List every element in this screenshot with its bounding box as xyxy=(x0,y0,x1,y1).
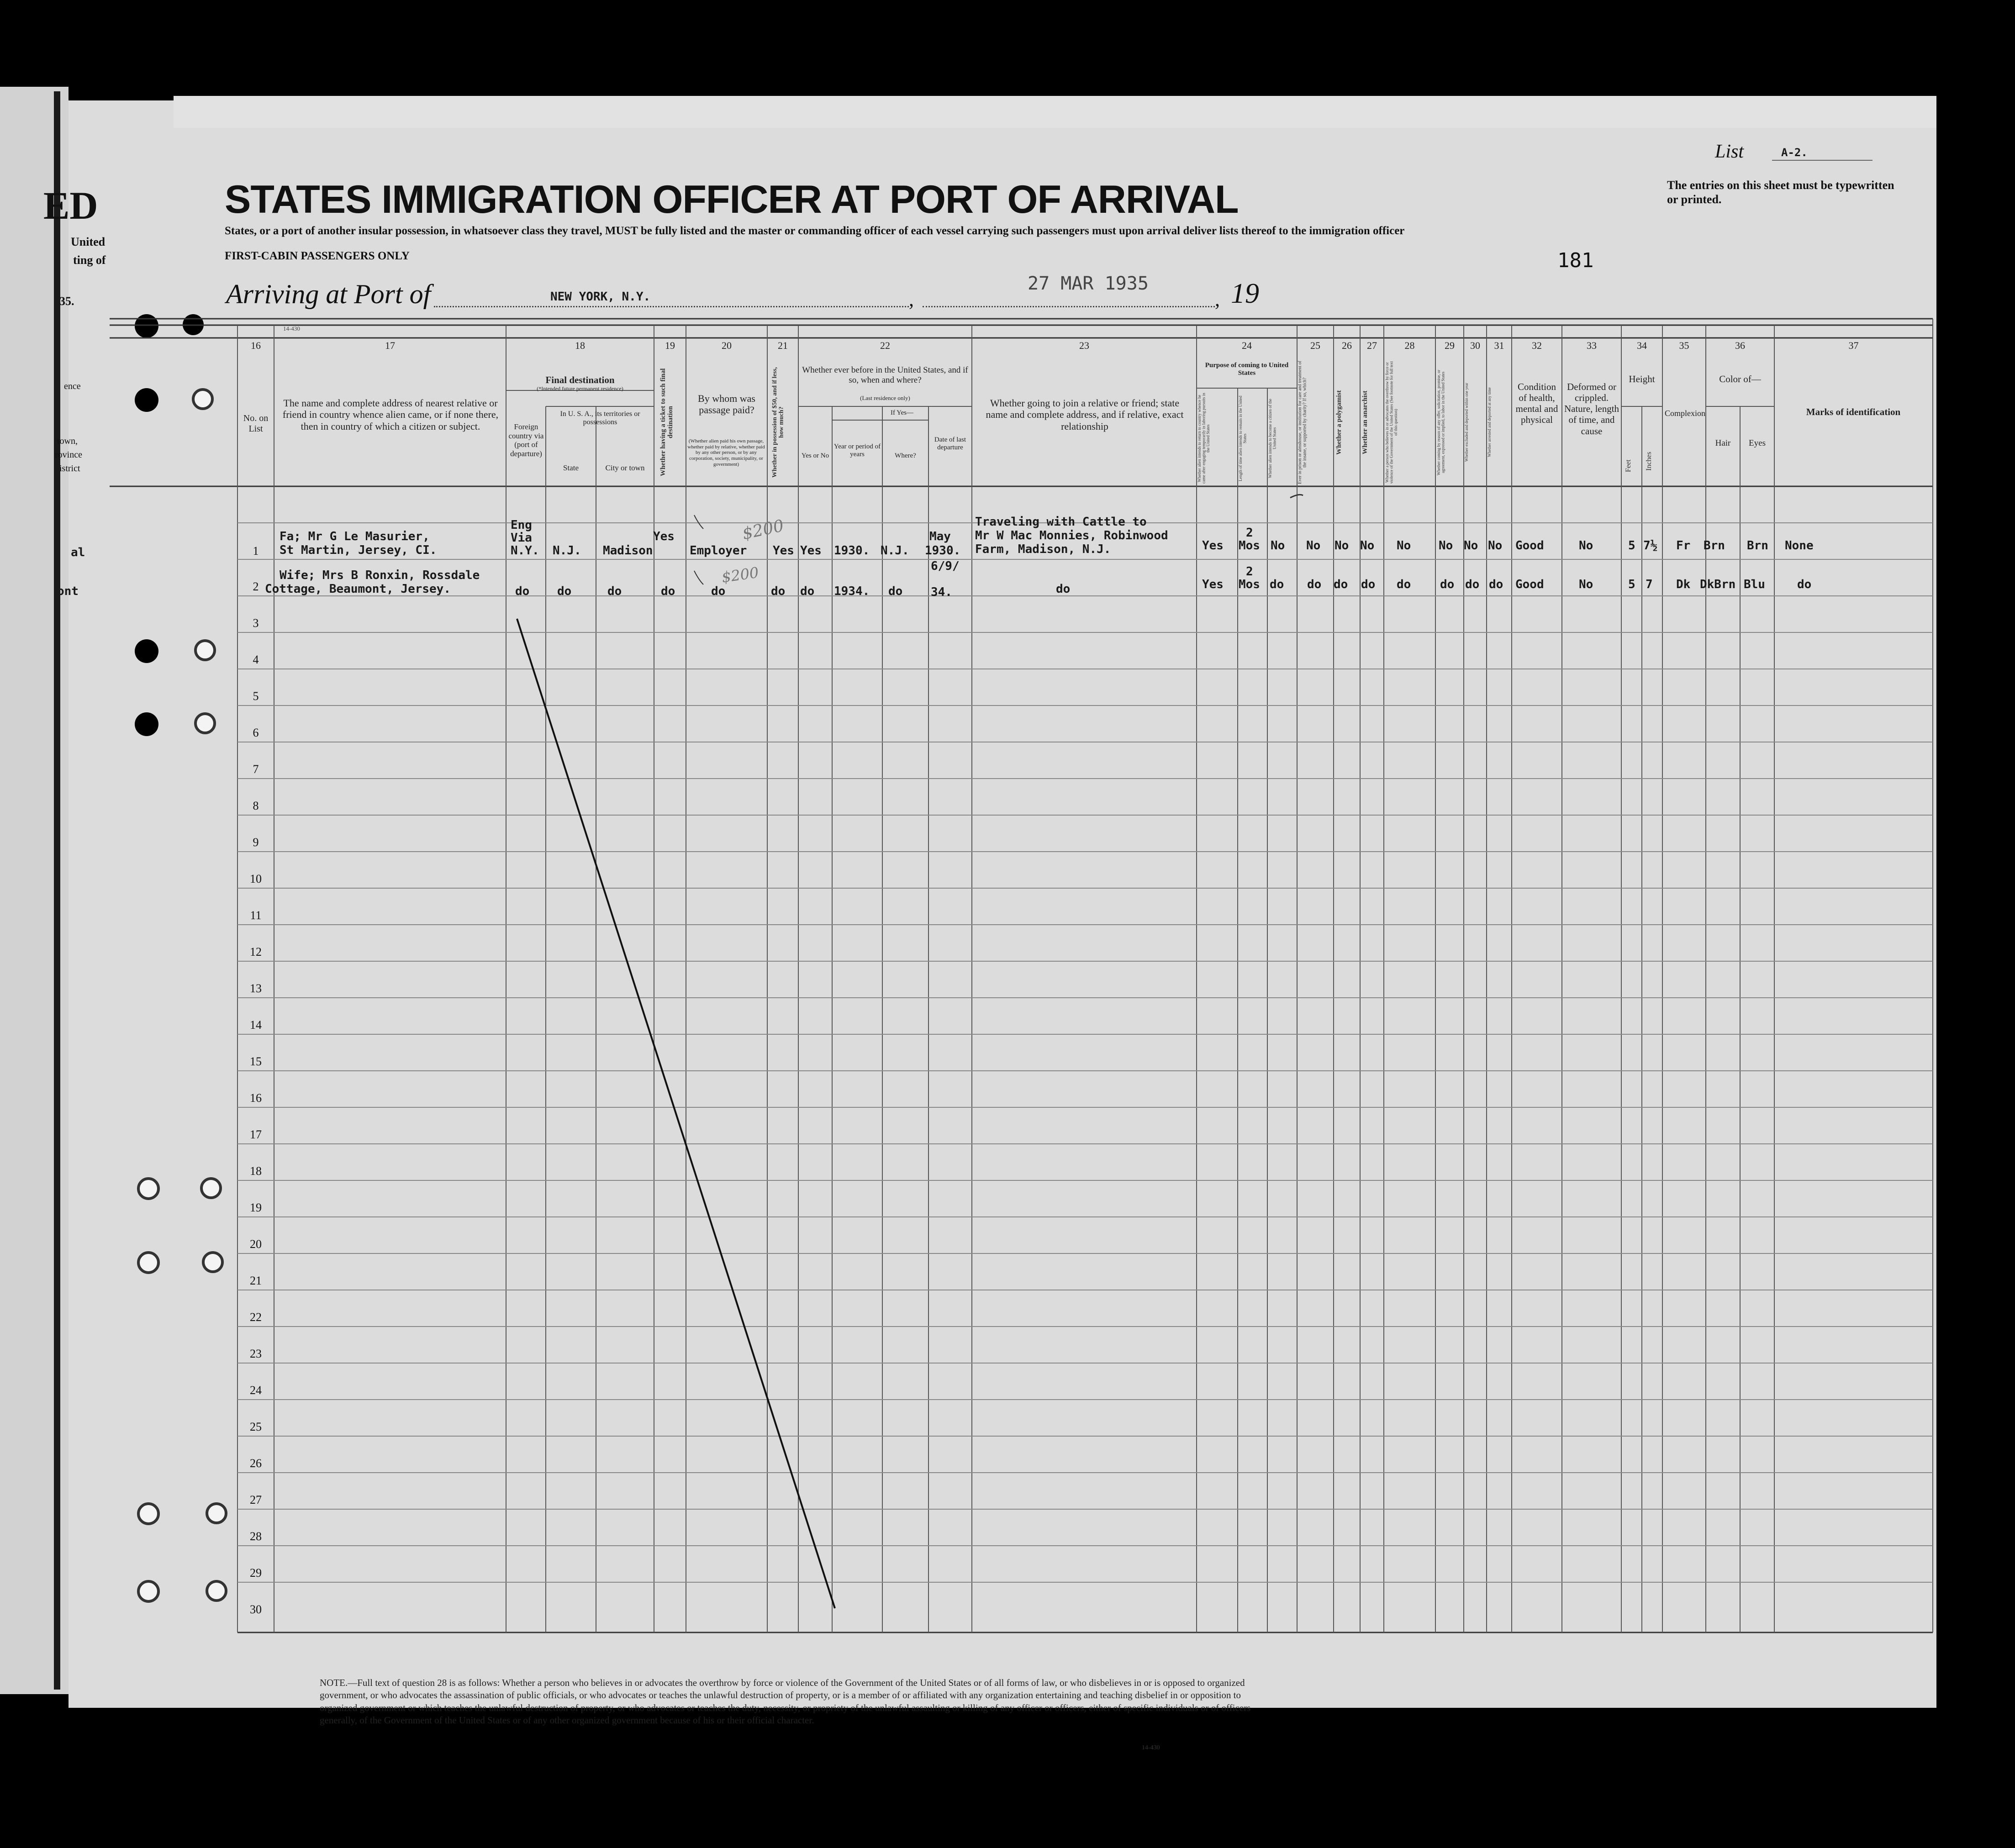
row1-health: Good xyxy=(1515,539,1544,553)
header-question-28: Whether a person who believes in or advocates the overthrow by force or violence of the Government of the United States (See footnote for full text of this question) xyxy=(1385,361,1398,484)
row1-prison: No xyxy=(1306,539,1321,553)
header-final-destination-sub: (*Intended future permanent residence) xyxy=(537,385,623,392)
row2-departure-line2: 34. xyxy=(931,585,952,599)
column-number: 26 xyxy=(1342,340,1352,351)
header-where: Where? xyxy=(895,452,916,459)
side-fragment: town, xyxy=(57,436,78,446)
row-number: 22 xyxy=(250,1311,262,1324)
column-number: 20 xyxy=(722,340,732,351)
row1-year: 1930. xyxy=(834,544,870,558)
row2-health: Good xyxy=(1515,578,1544,591)
row1-ticket: Yes xyxy=(653,530,675,543)
row2-relative-line1: Wife; Mrs B Ronxin, Rossdale xyxy=(280,569,480,582)
row1-before: Yes xyxy=(800,544,822,558)
row-number: 5 xyxy=(253,690,259,703)
row-number: 23 xyxy=(250,1347,262,1360)
instruction-line: States, or a port of another insular possession, in whatsoever class they travel, MUST be fully listed and the master or commanding officer of each vessel carrying such passengers must upon arrival deliver lists thereof to the immigration officer xyxy=(225,225,1405,237)
row1-anarchist: No xyxy=(1360,539,1375,553)
column-number: 32 xyxy=(1532,340,1542,351)
form-title: STATES IMMIGRATION OFFICER AT PORT OF ARRIVAL xyxy=(225,178,1239,221)
header-ever-before-sub: (Last residence only) xyxy=(860,395,910,401)
row2-q31: do xyxy=(1489,578,1503,591)
row2-anarchist: do xyxy=(1361,578,1376,591)
row2-length-line1: 2 xyxy=(1246,565,1253,579)
header-excluded: Whether excluded and deported within one year xyxy=(1464,383,1469,462)
header-intends-return: Whether alien intends to return to country whence he came after engaging temporarily in laboring pursuits in the United States xyxy=(1197,393,1210,484)
row-number: 10 xyxy=(250,872,262,885)
row1-departure-line1: May xyxy=(929,530,951,543)
row1-handwritten-amount: $200 xyxy=(740,516,786,544)
header-year: Year or period of years xyxy=(833,443,881,458)
column-number: 22 xyxy=(880,340,890,351)
form-code-bottom: 14-430 xyxy=(1142,1744,1160,1751)
row2-feet: 5 xyxy=(1628,578,1635,591)
row1-state: N.J. xyxy=(553,544,581,558)
row2-prison: do xyxy=(1307,578,1322,591)
header-eyes: Eyes xyxy=(1749,438,1766,448)
row2-departure-line1: 6/9/ xyxy=(931,559,960,573)
row-number: 12 xyxy=(250,945,262,958)
header-health: Condition of health, mental and physical xyxy=(1515,381,1558,426)
row2-complexion: Dk xyxy=(1676,578,1691,591)
column-number: 23 xyxy=(1079,340,1089,351)
column-number: 29 xyxy=(1445,340,1455,351)
void-strike-line xyxy=(517,619,835,1608)
side-fragment: ence xyxy=(64,381,81,391)
year-prefix: 19 xyxy=(1231,278,1259,309)
row1-city: Madison xyxy=(603,544,653,558)
row1-money: Yes xyxy=(773,544,794,558)
row2-deformed: No xyxy=(1579,578,1593,591)
row2-return: Yes xyxy=(1202,578,1224,591)
row1-q31: No xyxy=(1488,539,1503,553)
typewritten-note: The entries on this sheet must be typewritten or printed. xyxy=(1667,179,1894,206)
row-number: 26 xyxy=(250,1457,262,1470)
row1-hair: Brn xyxy=(1704,539,1725,553)
column-number: 28 xyxy=(1404,340,1415,351)
column-number: 31 xyxy=(1494,340,1504,351)
column-number: 25 xyxy=(1310,340,1320,351)
row-number: 30 xyxy=(250,1603,262,1616)
header-length-of-stay: Length of time alien intends to remain in the United States xyxy=(1238,395,1247,481)
row1-citizen: No xyxy=(1271,539,1285,553)
header-in-usa: In U. S. A., its territories or possessions xyxy=(560,410,640,426)
row1-foreign-line3: N.Y. xyxy=(511,544,539,558)
column-number: 16 xyxy=(251,340,261,351)
column-number: 24 xyxy=(1242,340,1252,351)
header-yes-or-no: Yes or No xyxy=(801,452,829,459)
row2-polygamist: do xyxy=(1334,578,1348,591)
row-number: 9 xyxy=(253,836,259,849)
side-fragment: istrict xyxy=(59,463,80,474)
row1-q29: No xyxy=(1439,539,1453,553)
header-joining-relative: Whether going to join a relative or friend; state name and complete address, and if relative, exact relationship xyxy=(986,397,1184,432)
row1-complexion: Fr xyxy=(1676,539,1691,553)
header-polygamist: Whether a polygamist xyxy=(1335,390,1343,455)
form-code-top: 14-430 xyxy=(283,325,300,332)
row2-ticket: do xyxy=(661,584,675,598)
column-number: 30 xyxy=(1470,340,1480,351)
row-number: 17 xyxy=(250,1128,262,1141)
row2-foreign: do xyxy=(515,584,530,598)
row1-return: Yes xyxy=(1202,539,1224,553)
row2-citizen: do xyxy=(1270,578,1284,591)
column-number: 27 xyxy=(1367,340,1377,351)
row-number: 14 xyxy=(250,1018,262,1032)
column-number: 37 xyxy=(1848,340,1859,351)
header-ever-before: Whether ever before in the United States, and if so, when and where? xyxy=(802,365,968,385)
row1-inches: 7½ xyxy=(1643,539,1658,553)
row2-state: do xyxy=(557,584,572,598)
cabin-class: FIRST-CABIN PASSENGERS ONLY xyxy=(225,250,410,262)
header-color-of: Color of— xyxy=(1719,374,1761,384)
row2-money: do xyxy=(771,584,786,598)
row-number: 20 xyxy=(250,1237,262,1251)
header-if-yes: If Yes— xyxy=(890,409,913,416)
column-number: 36 xyxy=(1735,340,1745,351)
header-fifty-dollars: Whether in possession of $50, and if less, how much? xyxy=(771,367,785,478)
row-number: 29 xyxy=(250,1566,262,1579)
row-number: 4 xyxy=(253,653,259,666)
title-left-fragment: ED xyxy=(43,184,98,227)
row2-city: do xyxy=(607,584,622,598)
row-number: 3 xyxy=(253,616,259,630)
row1-foreign-line2: Via xyxy=(511,531,532,545)
column-number: 33 xyxy=(1587,340,1597,351)
row-number: 27 xyxy=(250,1493,262,1506)
arriving-label: Arriving at Port of xyxy=(226,279,431,309)
row1-length-line2: Mos xyxy=(1239,539,1260,553)
row1-join-line3: Farm, Madison, N.J. xyxy=(975,542,1111,556)
date-stamp: 27 MAR 1935 xyxy=(1028,273,1149,294)
row1-eyes: Brn xyxy=(1747,539,1768,553)
header-marks: Marks of identification xyxy=(1806,406,1901,417)
column-number: 19 xyxy=(665,340,675,351)
row2-hair: DkBrn xyxy=(1700,578,1736,591)
header-become-citizen: Whether alien intends to become a citizen of the United States xyxy=(1268,399,1277,478)
side-fragment: United xyxy=(71,235,105,248)
side-fragment: 35. xyxy=(59,295,74,308)
column-number: 18 xyxy=(575,340,585,351)
row2-where: do xyxy=(888,584,903,598)
row-number: 13 xyxy=(250,982,262,995)
column-number: 34 xyxy=(1637,340,1647,351)
header-foreign-country: Foreign country via (port of departure) xyxy=(508,422,544,458)
header-purpose: Purpose of coming to United States xyxy=(1205,362,1289,377)
header-hair: Hair xyxy=(1715,438,1731,448)
header-inches: Inches xyxy=(1645,452,1653,471)
row2-join: do xyxy=(1056,582,1071,596)
row-number: 1 xyxy=(253,544,259,558)
row2-relative-line2: Cottage, Beaumont, Jersey. xyxy=(265,582,451,596)
header-labor-offer: Whether coming by reason of any offer, solicitation, promise, or agreement, expressed or implied, to labor in the United States xyxy=(1436,369,1445,475)
row-number: 16 xyxy=(250,1091,262,1105)
row-number: 18 xyxy=(250,1164,262,1178)
header-complexion: Complexion xyxy=(1665,409,1705,418)
side-fragment: al xyxy=(71,546,85,559)
row1-paid-by: Employer xyxy=(690,544,747,558)
header-last-departure: Date of last departure xyxy=(934,436,966,452)
row1-join-line2: Mr W Mac Monnies, Robinwood xyxy=(975,529,1168,542)
header-deformed: Deformed or crippled. Nature, length of time, and cause xyxy=(1564,381,1619,437)
header-ticket: Whether having a ticket to such final destination xyxy=(659,368,674,477)
header-deported: Whether arrested and deported at any time xyxy=(1487,387,1492,458)
header-passage-paid-sub: (Whether alien paid his own passage, whether paid by relative, whether paid by any other person, or by any corporation, society, municipality, or government) xyxy=(687,438,765,467)
row-number: 15 xyxy=(250,1055,262,1068)
header-anarchist: Whether an anarchist xyxy=(1361,390,1369,454)
row-number: 8 xyxy=(253,799,259,812)
row1-departure-line2: 1930. xyxy=(925,544,961,558)
row2-inches: 7 xyxy=(1646,578,1653,591)
row1-deformed: No xyxy=(1579,539,1593,553)
row-number: 24 xyxy=(250,1384,262,1397)
row-number: 7 xyxy=(253,763,259,776)
row1-relative-line2: St Martin, Jersey, CI. xyxy=(280,543,437,557)
row2-year: 1934. xyxy=(834,584,870,598)
row1-join-line1: Traveling with Cattle to xyxy=(975,515,1147,529)
comma: , xyxy=(909,288,914,311)
side-fragment: rovince xyxy=(55,450,82,460)
row1-length-line1: 2 xyxy=(1246,526,1253,540)
row2-marks: do xyxy=(1797,578,1812,591)
column-number: 17 xyxy=(385,340,395,351)
row-number: 21 xyxy=(250,1274,262,1287)
row1-where: N.J. xyxy=(881,544,909,558)
row-number: 2 xyxy=(253,580,259,593)
header-prison: Ever in prison or almshouse, or institution for care and treatment of the insane, or supported by charity? If so, which? xyxy=(1298,361,1308,484)
header-city: City or town xyxy=(605,463,645,472)
row2-q30: do xyxy=(1465,578,1480,591)
row1-feet: 5 xyxy=(1628,539,1635,553)
header-passage-paid: By whom was passage paid? xyxy=(698,393,755,416)
row-number: 25 xyxy=(250,1420,262,1433)
side-fragment: ont xyxy=(57,584,79,598)
footnote-question-28: NOTE.—Full text of question 28 is as follows: Whether a person who believes in or advocates the overthrow by force or violence of the Government of the United States or of all forms of law, or who disbelieves in or is opposed to organized government, or who advocates the assassination of public officials, or who advocates or teaches the unlawful destruction of property, or is a member of or affiliated with any organization entertaining and teaching disbelief in or opposition to organized government or which teaches the unlawful destruction of property, or who advocates or teaches the duty, necessity, or propriety of the unlawful assaulting or killing of any officer or officers, either of specific individuals or of officers generally, of the Government of the United States or of any other organized government because of his or their official character. xyxy=(320,1677,1251,1726)
header-feet: Feet xyxy=(1625,459,1632,472)
row-number: 19 xyxy=(250,1201,262,1214)
list-value: A-2. xyxy=(1781,146,1808,159)
row2-handwritten-amount: $200 xyxy=(720,563,760,586)
column-number: 21 xyxy=(778,340,788,351)
row2-eyes: Blu xyxy=(1744,578,1765,591)
row1-q30: No xyxy=(1464,539,1478,553)
column-number: 35 xyxy=(1679,340,1689,351)
header-state: State xyxy=(563,463,579,472)
row2-paid-by: do xyxy=(711,584,726,598)
comma: , xyxy=(1215,288,1220,311)
row-number: 11 xyxy=(250,909,262,922)
header-height: Height xyxy=(1629,374,1655,384)
row2-q29: do xyxy=(1440,578,1455,591)
sheet-number: 181 xyxy=(1557,249,1594,272)
row2-q28: do xyxy=(1397,578,1411,591)
row-number: 6 xyxy=(253,726,259,739)
row2-before: do xyxy=(800,584,815,598)
row1-q28: No xyxy=(1397,539,1411,553)
header-nearest-relative: The name and complete address of nearest relative or friend in country whence alien came, or if none there, then in country of which a citizen or subject. xyxy=(282,397,499,432)
row1-foreign-line1: Eng xyxy=(511,518,532,532)
row-number: 28 xyxy=(250,1530,262,1543)
header-no-on-list: No. on List xyxy=(243,413,269,434)
side-fragment: ting of xyxy=(73,253,106,267)
row2-length-line2: Mos xyxy=(1239,578,1260,591)
list-label: List xyxy=(1715,141,1744,162)
row1-relative-line1: Fa; Mr G Le Masurier, xyxy=(280,530,430,543)
port-of-arrival: NEW YORK, N.Y. xyxy=(550,290,651,304)
row1-marks: None xyxy=(1785,539,1814,553)
header-final-destination: Final destination xyxy=(545,374,615,385)
row1-polygamist: No xyxy=(1335,539,1349,553)
